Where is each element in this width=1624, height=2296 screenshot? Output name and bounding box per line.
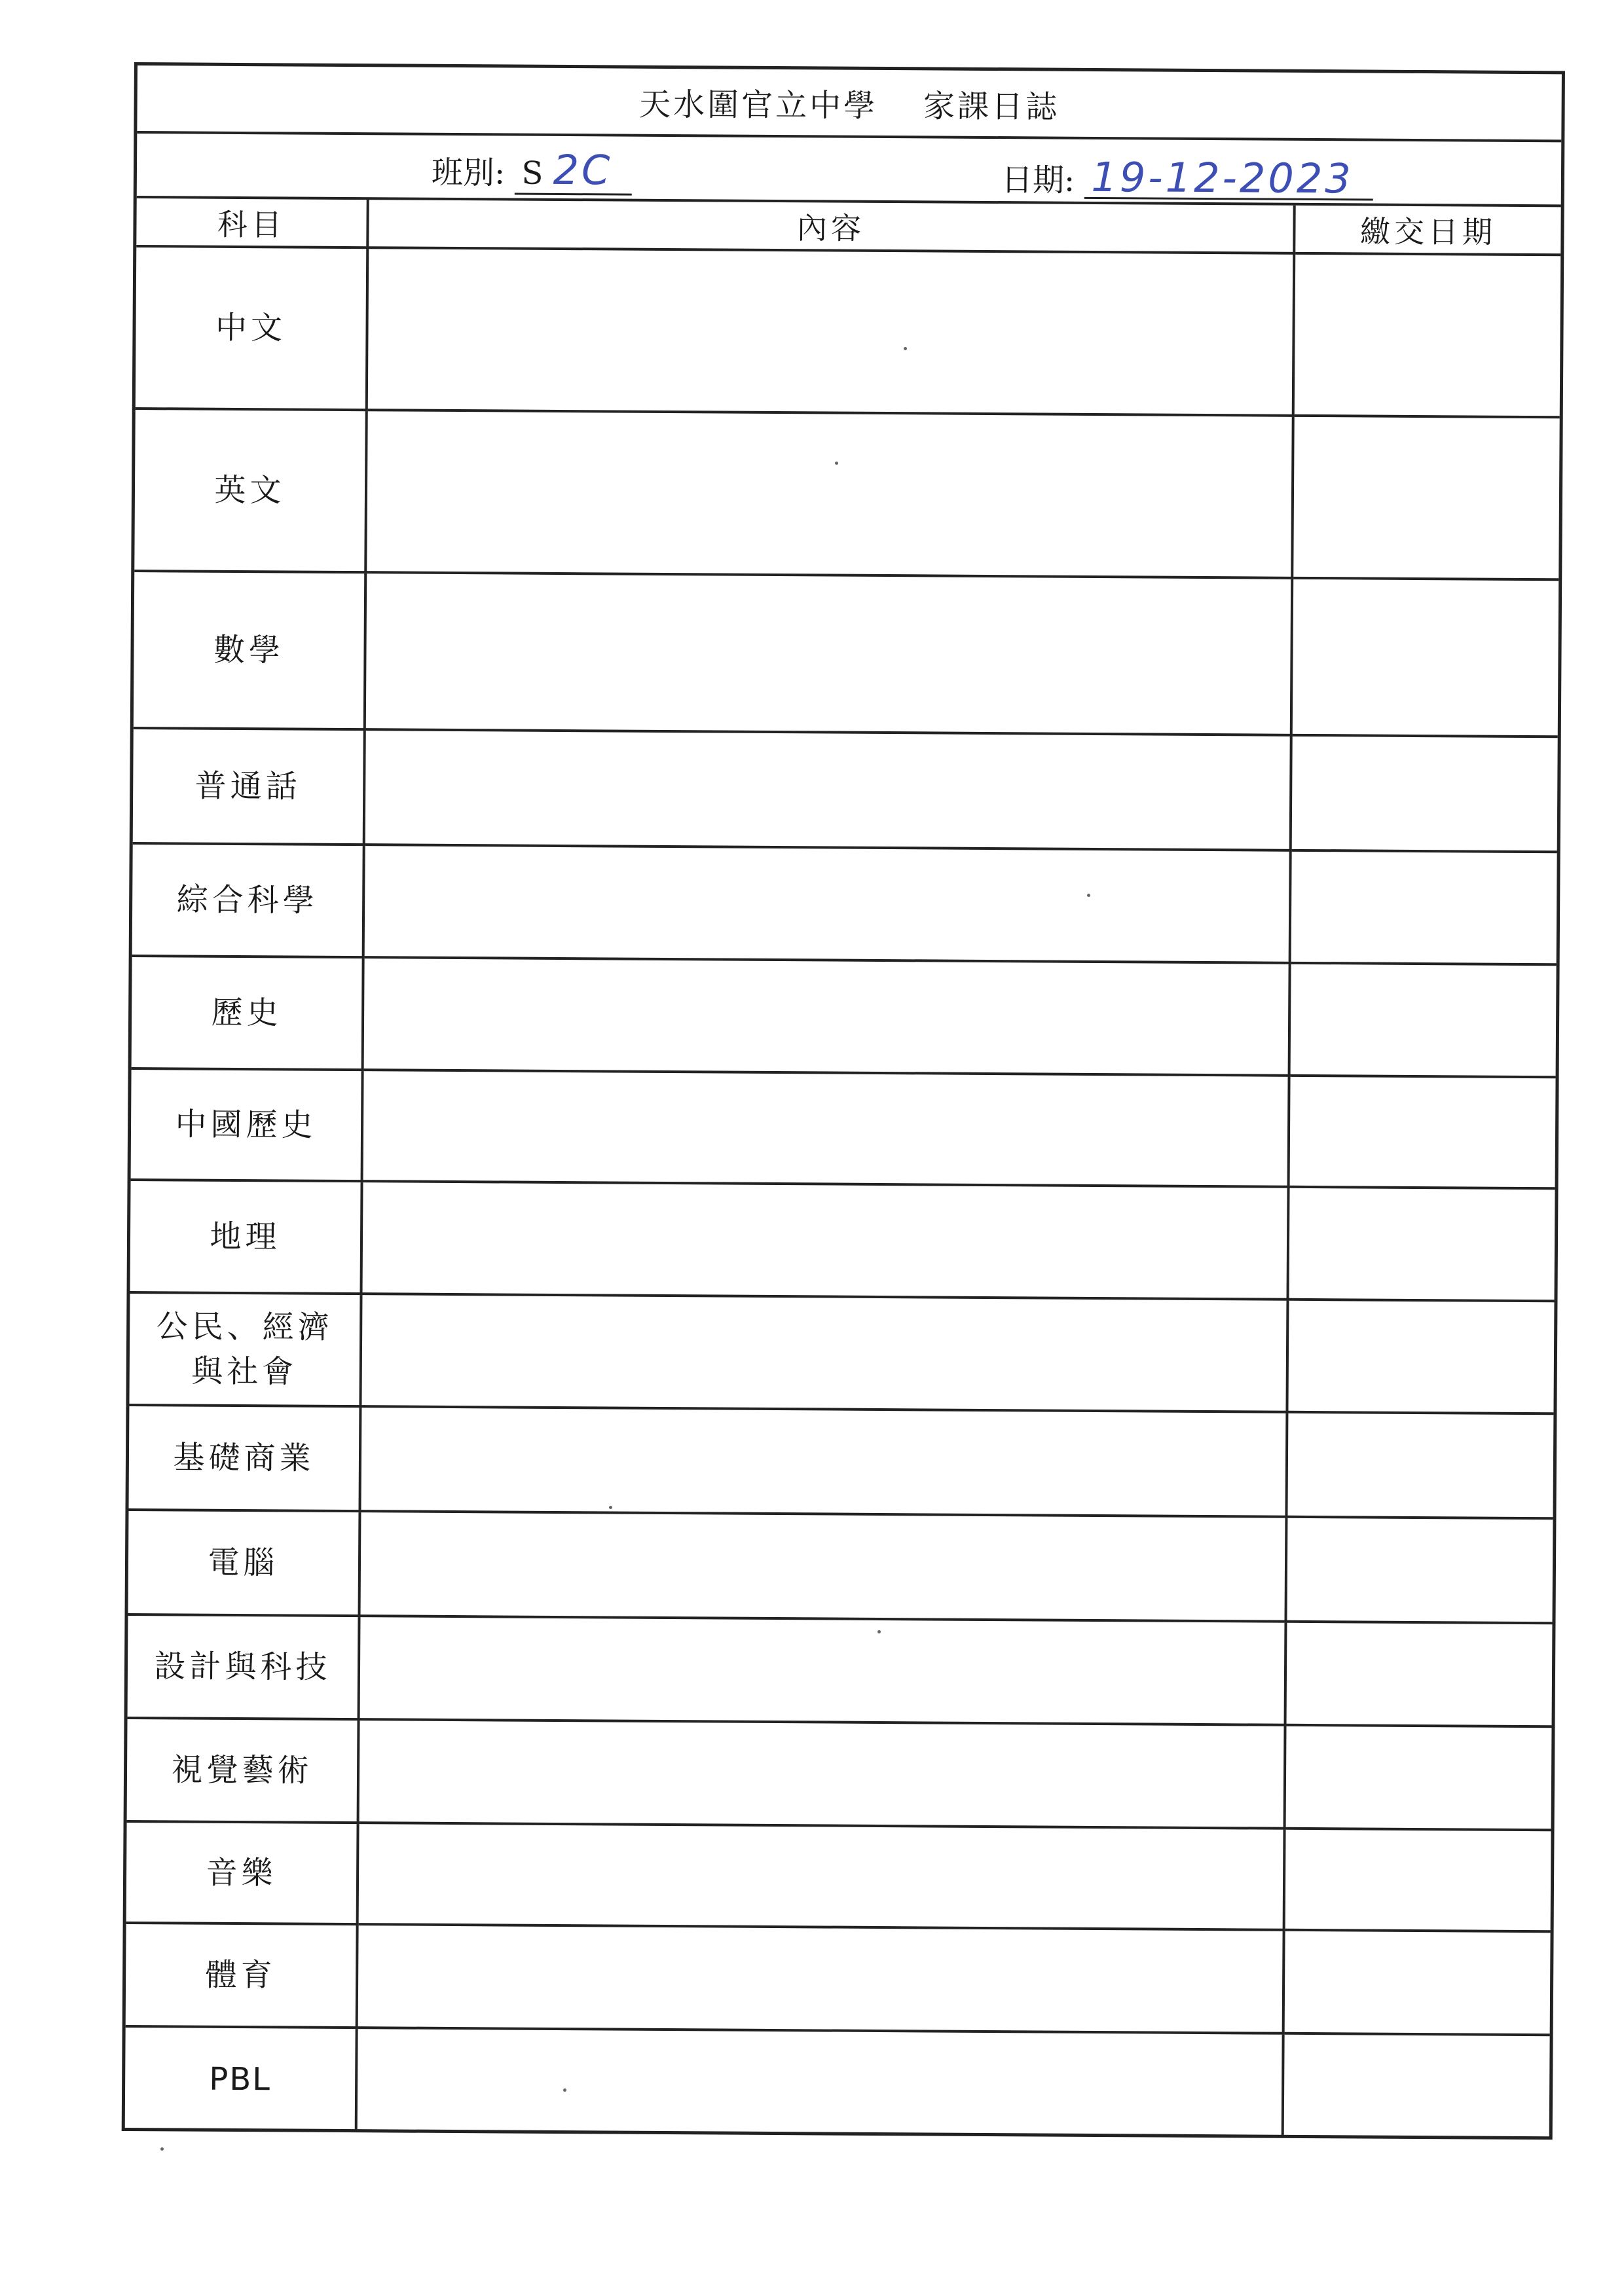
- log-title: 家課日誌: [923, 87, 1060, 126]
- class-field: [432, 147, 633, 196]
- info-row: [137, 134, 1562, 207]
- subject-cell: 視覺藝術: [127, 1719, 360, 1824]
- scan-speck: [1087, 894, 1090, 897]
- table-row: [131, 1070, 1556, 1190]
- table-row: [134, 572, 1559, 738]
- table-row: [126, 1924, 1551, 2036]
- content-cell: [359, 1824, 1286, 1931]
- subject-cell: 普通話: [133, 729, 366, 846]
- table-row: [128, 1406, 1553, 1520]
- homework-table: [136, 198, 1560, 256]
- content-cell: [363, 1071, 1291, 1188]
- due-date-cell: [1291, 964, 1557, 1078]
- content-cell: [367, 411, 1294, 579]
- subject-cell: 中國歷史: [131, 1070, 364, 1182]
- subject-cell: 英文: [134, 410, 368, 574]
- table-row: [136, 247, 1560, 418]
- class-value: 2C: [553, 145, 613, 194]
- subject-cell: 中文: [136, 247, 369, 411]
- homework-log-sheet: [122, 62, 1565, 2140]
- column-header-content: 內容: [369, 200, 1295, 255]
- scan-speck: [835, 462, 838, 465]
- scan-speck: [904, 347, 907, 350]
- content-cell: [368, 249, 1295, 417]
- due-date-cell: [1287, 1623, 1553, 1728]
- date-value: 19-12-2023: [1084, 158, 1373, 201]
- due-date-cell: [1285, 1931, 1551, 2036]
- content-cell: [364, 958, 1291, 1077]
- subject-cell: 設計與科技: [128, 1616, 361, 1721]
- table-row: [127, 1719, 1552, 1831]
- due-date-cell: [1291, 852, 1557, 966]
- content-cell: [360, 1617, 1287, 1726]
- due-date-cell: [1287, 1413, 1553, 1520]
- subject-cell: 綜合科學: [132, 845, 365, 958]
- content-cell: [358, 2029, 1285, 2136]
- subject-cell: 體育: [126, 1924, 359, 2029]
- scan-speck: [160, 2147, 164, 2151]
- date-label: 日期:: [1001, 162, 1075, 199]
- content-cell: [365, 731, 1293, 852]
- due-date-cell: [1292, 737, 1558, 853]
- table-row: [128, 1616, 1553, 1728]
- due-date-cell: [1284, 2035, 1550, 2138]
- subject-cell: 基礎商業: [128, 1406, 361, 1512]
- content-cell: [361, 1295, 1289, 1413]
- table-row: [126, 1823, 1551, 1933]
- subject-cell: 電腦: [128, 1511, 361, 1617]
- due-date-cell: [1287, 1518, 1553, 1624]
- subject-cell: 地理: [130, 1181, 363, 1295]
- table-row: [134, 410, 1559, 581]
- due-date-cell: [1290, 1077, 1556, 1190]
- scan-speck: [609, 1506, 612, 1509]
- table-body: [125, 247, 1561, 2138]
- subject-cell: 歷史: [132, 957, 365, 1071]
- due-date-cell: [1288, 1301, 1554, 1415]
- content-cell: [363, 1182, 1290, 1301]
- content-cell: [360, 1512, 1287, 1623]
- class-prefix: S: [521, 155, 544, 192]
- table-row: [132, 845, 1557, 966]
- subject-cell: 音樂: [126, 1823, 360, 1925]
- table-row: [128, 1511, 1553, 1624]
- table-row: [130, 1181, 1555, 1302]
- due-date-cell: [1293, 579, 1559, 738]
- table-row: [132, 957, 1557, 1078]
- table-row: [125, 2028, 1550, 2138]
- class-value-line: [515, 145, 632, 196]
- class-label: 班別:: [431, 154, 506, 192]
- due-date-cell: [1286, 1726, 1552, 1831]
- column-header-due-date: 繳交日期: [1295, 206, 1560, 256]
- due-date-cell: [1295, 255, 1561, 418]
- scan-speck: [877, 1630, 881, 1633]
- table-row: [129, 1294, 1554, 1415]
- subject-cell: PBL: [125, 2028, 358, 2130]
- date-field: [1001, 155, 1373, 202]
- content-cell: [365, 846, 1292, 964]
- content-cell: [360, 1721, 1287, 1830]
- column-header-subject: 科目: [136, 198, 369, 249]
- table-row: [133, 729, 1558, 853]
- form-title: [137, 65, 1562, 142]
- scan-speck: [563, 2088, 566, 2092]
- due-date-cell: [1293, 417, 1560, 581]
- subject-cell: 公民、經濟 與社會: [129, 1294, 362, 1408]
- due-date-cell: [1285, 1830, 1551, 1933]
- school-name: 天水圍官立中學: [638, 86, 878, 124]
- content-cell: [361, 1408, 1288, 1518]
- content-cell: [358, 1925, 1285, 2035]
- subject-cell: 數學: [134, 572, 367, 731]
- due-date-cell: [1289, 1188, 1555, 1302]
- content-cell: [366, 574, 1293, 737]
